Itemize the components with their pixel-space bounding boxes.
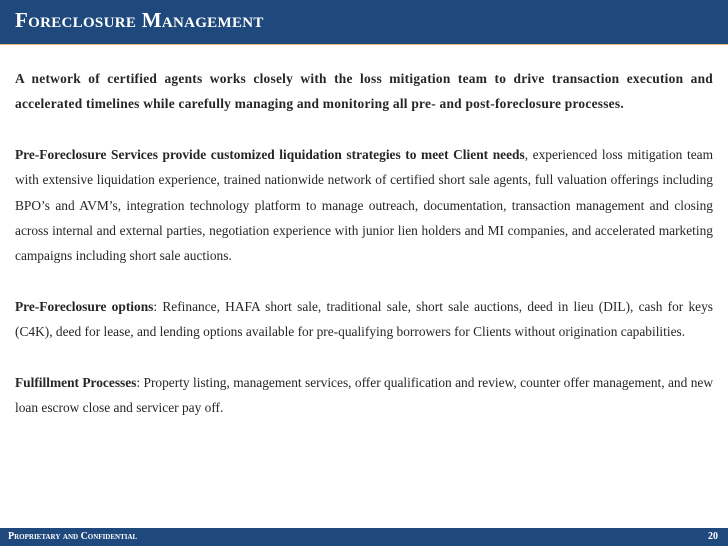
footer-bar <box>0 528 728 546</box>
header-bar <box>0 0 728 45</box>
page-title: Foreclosure Management <box>15 8 264 32</box>
options-paragraph <box>15 294 713 345</box>
fulfillment-lead: Fulfillment Processes <box>15 374 137 390</box>
page-number: 20 <box>708 531 718 542</box>
confidential-label: Proprietary and Confidential <box>8 531 138 542</box>
services-text: , experienced loss mitigation team with extensive liquidation experience, trained nationwide network of certified short sale agents, full valuation offerings including BPO’s and AVM’s, integration technology platform to manage outreach, documentation, transaction management and closing across internal and external parties, negotiation experience with junior lien holders and MI companies, and accelerated marketing campaigns including short sale auctions. <box>15 146 713 264</box>
services-paragraph <box>15 142 713 269</box>
services-lead: Pre-Foreclosure Services provide customized liquidation strategies to meet Client needs <box>15 146 525 162</box>
options-text: : Refinance, HAFA short sale, traditional sale, short sale auctions, deed in lieu (DIL), cash for keys (C4K), deed for lease, and lending options available for pre-qualifying borrowers for Clients without origination capabilities. <box>15 298 713 340</box>
intro-paragraph: A network of certified agents works closely with the loss mitigation team to drive transaction execution and accelerated timelines while carefully managing and monitoring all pre- and post-foreclosure processes. <box>15 71 713 112</box>
fulfillment-text: : Property listing, management services, offer qualification and review, counter offer management, and new loan escrow close and servicer pay off. <box>15 374 714 416</box>
fulfillment-paragraph <box>15 370 713 421</box>
options-lead: Pre-Foreclosure options <box>15 298 154 314</box>
main-content <box>15 66 713 445</box>
